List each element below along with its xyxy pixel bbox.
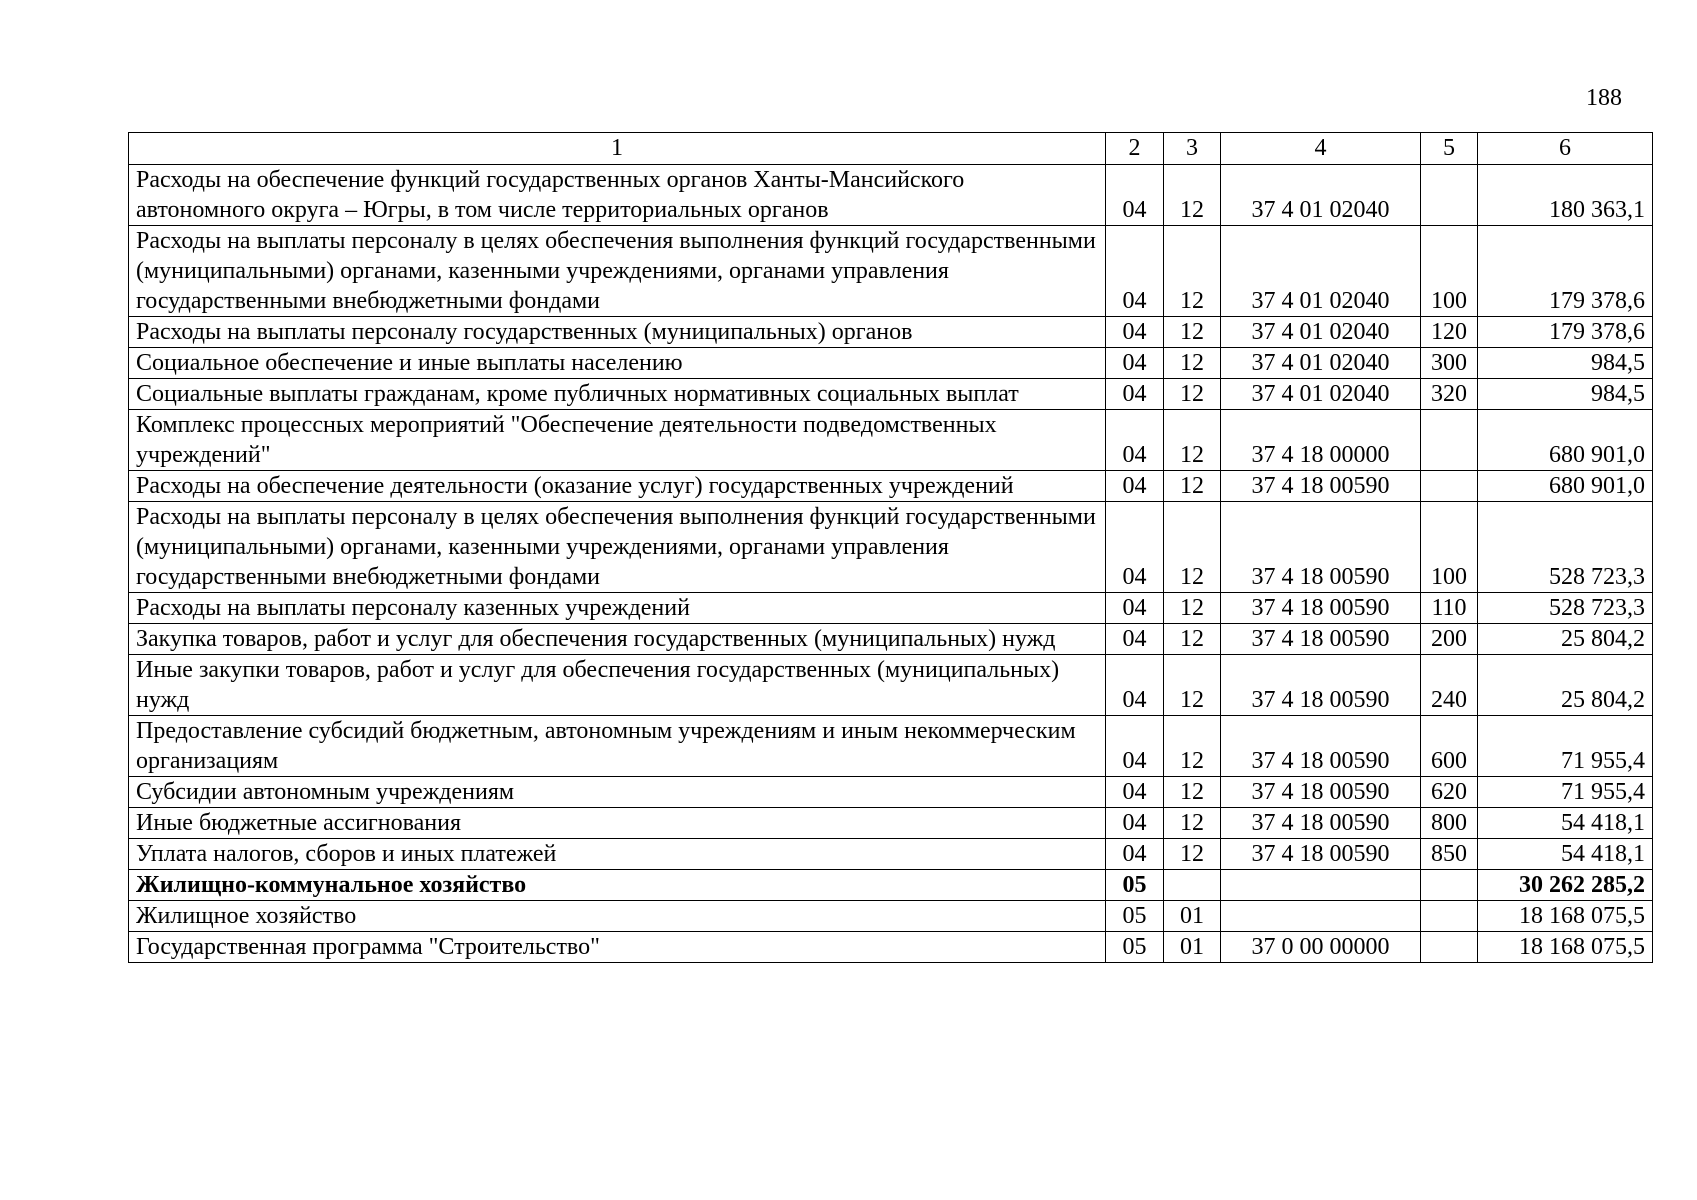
table-row — [129, 410, 1653, 471]
row-expense-type-cell: 240 — [1421, 655, 1478, 716]
row-section-cell: 04 — [1106, 808, 1164, 839]
row-expense-type-cell — [1421, 471, 1478, 502]
row-section-cell: 04 — [1106, 502, 1164, 593]
table-row — [129, 348, 1653, 379]
row-sum-cell: 54 418,1 — [1478, 808, 1653, 839]
row-subsection-cell: 12 — [1164, 410, 1221, 471]
row-section-cell: 05 — [1106, 901, 1164, 932]
row-sum-cell: 179 378,6 — [1478, 317, 1653, 348]
row-expense-type-cell: 600 — [1421, 716, 1478, 777]
row-target-article-cell: 37 4 18 00590 — [1221, 808, 1421, 839]
table-row — [129, 655, 1653, 716]
row-expense-type-cell: 850 — [1421, 839, 1478, 870]
row-expense-type-cell — [1421, 410, 1478, 471]
row-name-cell: Расходы на выплаты персоналу казенных учреждений — [129, 593, 1106, 624]
row-sum-cell: 25 804,2 — [1478, 624, 1653, 655]
row-expense-type-cell: 100 — [1421, 226, 1478, 317]
row-name-cell: Жилищное хозяйство — [129, 901, 1106, 932]
row-target-article-cell: 37 4 18 00590 — [1221, 624, 1421, 655]
row-expense-type-cell: 100 — [1421, 502, 1478, 593]
table-row — [129, 839, 1653, 870]
row-expense-type-cell: 300 — [1421, 348, 1478, 379]
row-name-cell: Иные бюджетные ассигнования — [129, 808, 1106, 839]
row-expense-type-cell — [1421, 165, 1478, 226]
row-sum-cell: 528 723,3 — [1478, 593, 1653, 624]
row-name-cell: Комплекс процессных мероприятий "Обеспечение деятельности подведомственных учреждений" — [129, 410, 1106, 471]
header-col-6: 6 — [1478, 133, 1653, 165]
row-target-article-cell: 37 4 18 00590 — [1221, 839, 1421, 870]
row-expense-type-cell: 800 — [1421, 808, 1478, 839]
row-target-article-cell — [1221, 870, 1421, 901]
row-subsection-cell: 12 — [1164, 777, 1221, 808]
table-row — [129, 901, 1653, 932]
table-row — [129, 165, 1653, 226]
row-subsection-cell: 12 — [1164, 808, 1221, 839]
row-name-cell: Уплата налогов, сборов и иных платежей — [129, 839, 1106, 870]
row-section-cell: 04 — [1106, 471, 1164, 502]
row-section-cell: 04 — [1106, 839, 1164, 870]
row-name-cell: Расходы на выплаты персоналу в целях обеспечения выполнения функций государственными (муниципальными) органами, казенными учреждениями, органами управления государственными внебюджетными фондами — [129, 226, 1106, 317]
row-subsection-cell: 12 — [1164, 655, 1221, 716]
table-row — [129, 777, 1653, 808]
page-number: 188 — [1586, 85, 1622, 111]
row-target-article-cell: 37 4 18 00000 — [1221, 410, 1421, 471]
row-section-cell: 04 — [1106, 165, 1164, 226]
row-expense-type-cell — [1421, 870, 1478, 901]
row-name-cell: Социальное обеспечение и иные выплаты населению — [129, 348, 1106, 379]
header-col-2: 2 — [1106, 133, 1164, 165]
row-section-cell: 04 — [1106, 317, 1164, 348]
row-subsection-cell: 12 — [1164, 317, 1221, 348]
row-name-cell: Расходы на выплаты персоналу государственных (муниципальных) органов — [129, 317, 1106, 348]
row-sum-cell: 54 418,1 — [1478, 839, 1653, 870]
row-subsection-cell: 01 — [1164, 932, 1221, 963]
row-sum-cell: 984,5 — [1478, 379, 1653, 410]
row-target-article-cell: 37 4 18 00590 — [1221, 593, 1421, 624]
table-row — [129, 502, 1653, 593]
header-col-1: 1 — [129, 133, 1106, 165]
row-sum-cell: 180 363,1 — [1478, 165, 1653, 226]
header-col-5: 5 — [1421, 133, 1478, 165]
row-subsection-cell: 12 — [1164, 593, 1221, 624]
row-target-article-cell: 37 4 18 00590 — [1221, 777, 1421, 808]
row-name-cell: Субсидии автономным учреждениям — [129, 777, 1106, 808]
row-target-article-cell: 37 4 01 02040 — [1221, 317, 1421, 348]
row-name-cell: Расходы на обеспечение деятельности (оказание услуг) государственных учреждений — [129, 471, 1106, 502]
row-sum-cell: 528 723,3 — [1478, 502, 1653, 593]
row-sum-cell: 680 901,0 — [1478, 410, 1653, 471]
table-row — [129, 317, 1653, 348]
row-name-cell: Государственная программа "Строительство" — [129, 932, 1106, 963]
row-expense-type-cell: 320 — [1421, 379, 1478, 410]
row-target-article-cell: 37 4 01 02040 — [1221, 379, 1421, 410]
row-section-cell: 04 — [1106, 410, 1164, 471]
table-body — [129, 165, 1653, 963]
row-section-cell: 05 — [1106, 870, 1164, 901]
row-sum-cell: 71 955,4 — [1478, 716, 1653, 777]
row-target-article-cell: 37 4 01 02040 — [1221, 165, 1421, 226]
row-sum-cell: 179 378,6 — [1478, 226, 1653, 317]
row-section-cell: 05 — [1106, 932, 1164, 963]
row-sum-cell: 30 262 285,2 — [1478, 870, 1653, 901]
table-row — [129, 932, 1653, 963]
row-name-cell: Расходы на обеспечение функций государственных органов Ханты-Мансийского автономного округа – Югры, в том числе территориальных органов — [129, 165, 1106, 226]
row-target-article-cell: 37 4 18 00590 — [1221, 471, 1421, 502]
row-subsection-cell: 12 — [1164, 348, 1221, 379]
row-section-cell: 04 — [1106, 348, 1164, 379]
row-sum-cell: 18 168 075,5 — [1478, 901, 1653, 932]
row-target-article-cell: 37 4 18 00590 — [1221, 655, 1421, 716]
row-section-cell: 04 — [1106, 624, 1164, 655]
row-subsection-cell: 12 — [1164, 471, 1221, 502]
row-target-article-cell: 37 0 00 00000 — [1221, 932, 1421, 963]
row-sum-cell: 71 955,4 — [1478, 777, 1653, 808]
row-expense-type-cell: 120 — [1421, 317, 1478, 348]
table-row — [129, 870, 1653, 901]
row-sum-cell: 18 168 075,5 — [1478, 932, 1653, 963]
row-subsection-cell: 12 — [1164, 716, 1221, 777]
row-target-article-cell: 37 4 01 02040 — [1221, 348, 1421, 379]
row-section-cell: 04 — [1106, 655, 1164, 716]
row-subsection-cell: 12 — [1164, 379, 1221, 410]
row-target-article-cell: 37 4 01 02040 — [1221, 226, 1421, 317]
row-subsection-cell: 01 — [1164, 901, 1221, 932]
budget-table — [128, 132, 1653, 963]
row-sum-cell: 25 804,2 — [1478, 655, 1653, 716]
row-subsection-cell: 12 — [1164, 502, 1221, 593]
row-expense-type-cell: 620 — [1421, 777, 1478, 808]
row-subsection-cell: 12 — [1164, 839, 1221, 870]
header-row — [129, 133, 1653, 165]
row-section-cell: 04 — [1106, 379, 1164, 410]
row-section-cell: 04 — [1106, 226, 1164, 317]
table-row — [129, 379, 1653, 410]
table-row — [129, 716, 1653, 777]
row-section-cell: 04 — [1106, 716, 1164, 777]
header-col-3: 3 — [1164, 133, 1221, 165]
row-name-cell: Иные закупки товаров, работ и услуг для обеспечения государственных (муниципальных) нужд — [129, 655, 1106, 716]
row-name-cell: Закупка товаров, работ и услуг для обеспечения государственных (муниципальных) нужд — [129, 624, 1106, 655]
row-sum-cell: 680 901,0 — [1478, 471, 1653, 502]
row-sum-cell: 984,5 — [1478, 348, 1653, 379]
header-col-4: 4 — [1221, 133, 1421, 165]
row-target-article-cell — [1221, 901, 1421, 932]
row-name-cell: Жилищно-коммунальное хозяйство — [129, 870, 1106, 901]
row-expense-type-cell — [1421, 932, 1478, 963]
row-expense-type-cell: 200 — [1421, 624, 1478, 655]
row-subsection-cell: 12 — [1164, 165, 1221, 226]
row-target-article-cell: 37 4 18 00590 — [1221, 716, 1421, 777]
row-target-article-cell: 37 4 18 00590 — [1221, 502, 1421, 593]
table-row — [129, 808, 1653, 839]
row-subsection-cell: 12 — [1164, 226, 1221, 317]
row-name-cell: Социальные выплаты гражданам, кроме публичных нормативных социальных выплат — [129, 379, 1106, 410]
row-name-cell: Расходы на выплаты персоналу в целях обеспечения выполнения функций государственными (муниципальными) органами, казенными учреждениями, органами управления государственными внебюджетными фондами — [129, 502, 1106, 593]
table-row — [129, 471, 1653, 502]
table-row — [129, 593, 1653, 624]
row-section-cell: 04 — [1106, 593, 1164, 624]
row-name-cell: Предоставление субсидий бюджетным, автономным учреждениям и иным некоммерческим организациям — [129, 716, 1106, 777]
row-subsection-cell — [1164, 870, 1221, 901]
table-row — [129, 624, 1653, 655]
row-expense-type-cell: 110 — [1421, 593, 1478, 624]
row-subsection-cell: 12 — [1164, 624, 1221, 655]
table-row — [129, 226, 1653, 317]
row-section-cell: 04 — [1106, 777, 1164, 808]
row-expense-type-cell — [1421, 901, 1478, 932]
